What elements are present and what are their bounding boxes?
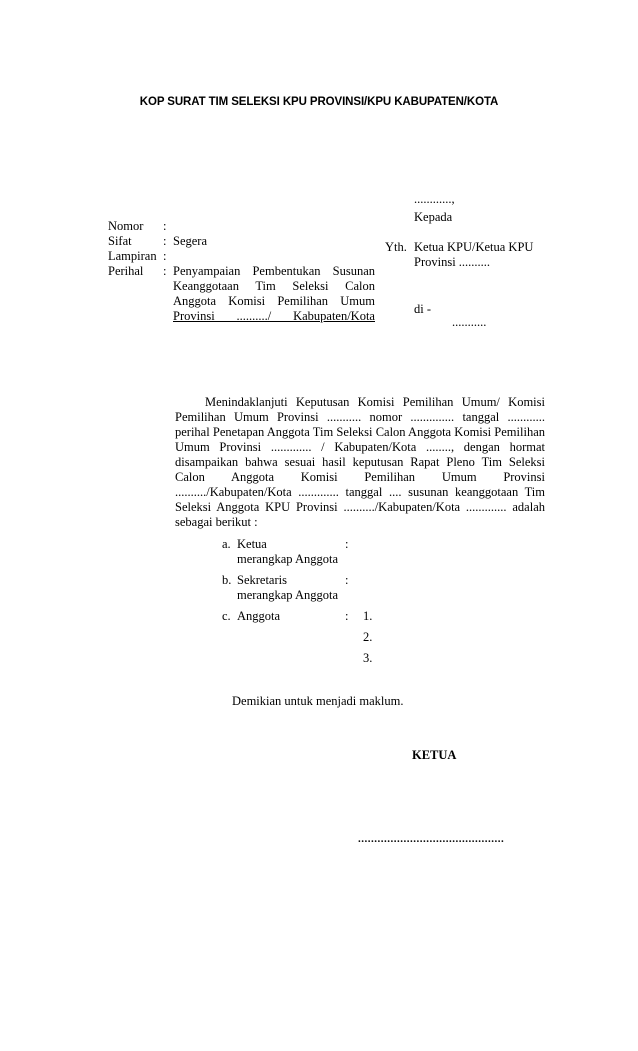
- list-item: [222, 537, 372, 567]
- recipient-block: [414, 240, 544, 270]
- colon: :: [163, 264, 167, 278]
- sekretaris-sub: merangkap Anggota: [237, 588, 339, 602]
- yth-label: Yth.: [385, 240, 407, 254]
- perihal-line: Provinsi ........../ Kabupaten/Kota: [173, 309, 375, 323]
- letter-meta: [108, 219, 375, 324]
- member-number: 1.: [363, 609, 373, 623]
- colon: :: [163, 249, 167, 263]
- recipient-line: Provinsi ..........: [414, 255, 491, 269]
- meta-row-sifat: [108, 234, 375, 249]
- colon: :: [345, 573, 349, 587]
- list-item: [222, 573, 372, 603]
- lampiran-label: Lampiran: [108, 249, 157, 263]
- closing-sentence: Demikian untuk menjadi maklum.: [232, 694, 404, 708]
- place-dots: ...........: [452, 315, 487, 329]
- member-number: 2.: [363, 630, 373, 644]
- list-marker: a.: [222, 537, 231, 551]
- list-marker: c.: [222, 609, 231, 623]
- signature-title: KETUA: [412, 748, 457, 762]
- meta-row-nomor: [108, 219, 375, 234]
- sifat-label: Sifat: [108, 234, 132, 248]
- ketua-sub: merangkap Anggota: [237, 552, 339, 566]
- letterhead-title: KOP SURAT TIM SELEKSI KPU PROVINSI/KPU KABUPATEN/KOTA: [139, 96, 499, 108]
- list-item: [222, 609, 372, 666]
- perihal-value: [173, 264, 375, 324]
- place-label: di -: [414, 302, 432, 316]
- colon: :: [345, 609, 349, 623]
- list-label: [237, 537, 345, 567]
- colon: :: [345, 537, 349, 551]
- signature-line: .............................................: [358, 833, 505, 845]
- perihal-line: Keanggotaan Tim Seleksi Calon: [173, 279, 375, 293]
- committee-list: [222, 537, 372, 666]
- perihal-line: Anggota Komisi Pemilihan Umum: [173, 294, 375, 308]
- colon: :: [163, 219, 167, 233]
- member-numbers: [363, 609, 372, 666]
- perihal-label: Perihal: [108, 264, 144, 278]
- lampiran-value: [173, 249, 375, 264]
- anggota-label: Anggota: [237, 609, 281, 623]
- list-label: [237, 573, 345, 603]
- to-label: Kepada: [414, 210, 453, 224]
- body-paragraph: Menindaklanjuti Keputusan Komisi Pemilihan Umum/ Komisi Pemilihan Umum Provinsi ........... nomor .............. tanggal ............ perihal Penetapan Anggota Tim Seleksi Calon Anggota Komisi Pemilihan Umum Provinsi ............. / Kabupaten/Kota ........, dengan hormat disampaikan bahwa sesuai hasil keputusan Rapat Pleno Tim Seleksi Calon Anggota Komisi Pemilihan Umum Provinsi ........../Kabupaten/Kota ............. tanggal .... susunan keanggotaan Tim Seleksi Anggota KPU Provinsi ........../Kabupaten/Kota ............. adalah sebagai berikut :: [175, 395, 545, 529]
- ketua-label: Ketua: [237, 537, 267, 551]
- letter-date: ............,: [414, 192, 455, 206]
- sifat-value: Segera: [173, 234, 208, 248]
- nomor-value: [173, 219, 375, 234]
- colon: :: [163, 234, 167, 248]
- sekretaris-label: Sekretaris: [237, 573, 287, 587]
- meta-row-lampiran: [108, 249, 375, 264]
- meta-row-perihal: [108, 264, 375, 324]
- letter-body: [175, 395, 545, 530]
- recipient-line: Ketua KPU/Ketua KPU: [414, 240, 534, 254]
- perihal-line: Penyampaian Pembentukan Susunan: [173, 264, 375, 278]
- member-number: 3.: [363, 651, 373, 665]
- list-marker: b.: [222, 573, 232, 587]
- nomor-label: Nomor: [108, 219, 144, 233]
